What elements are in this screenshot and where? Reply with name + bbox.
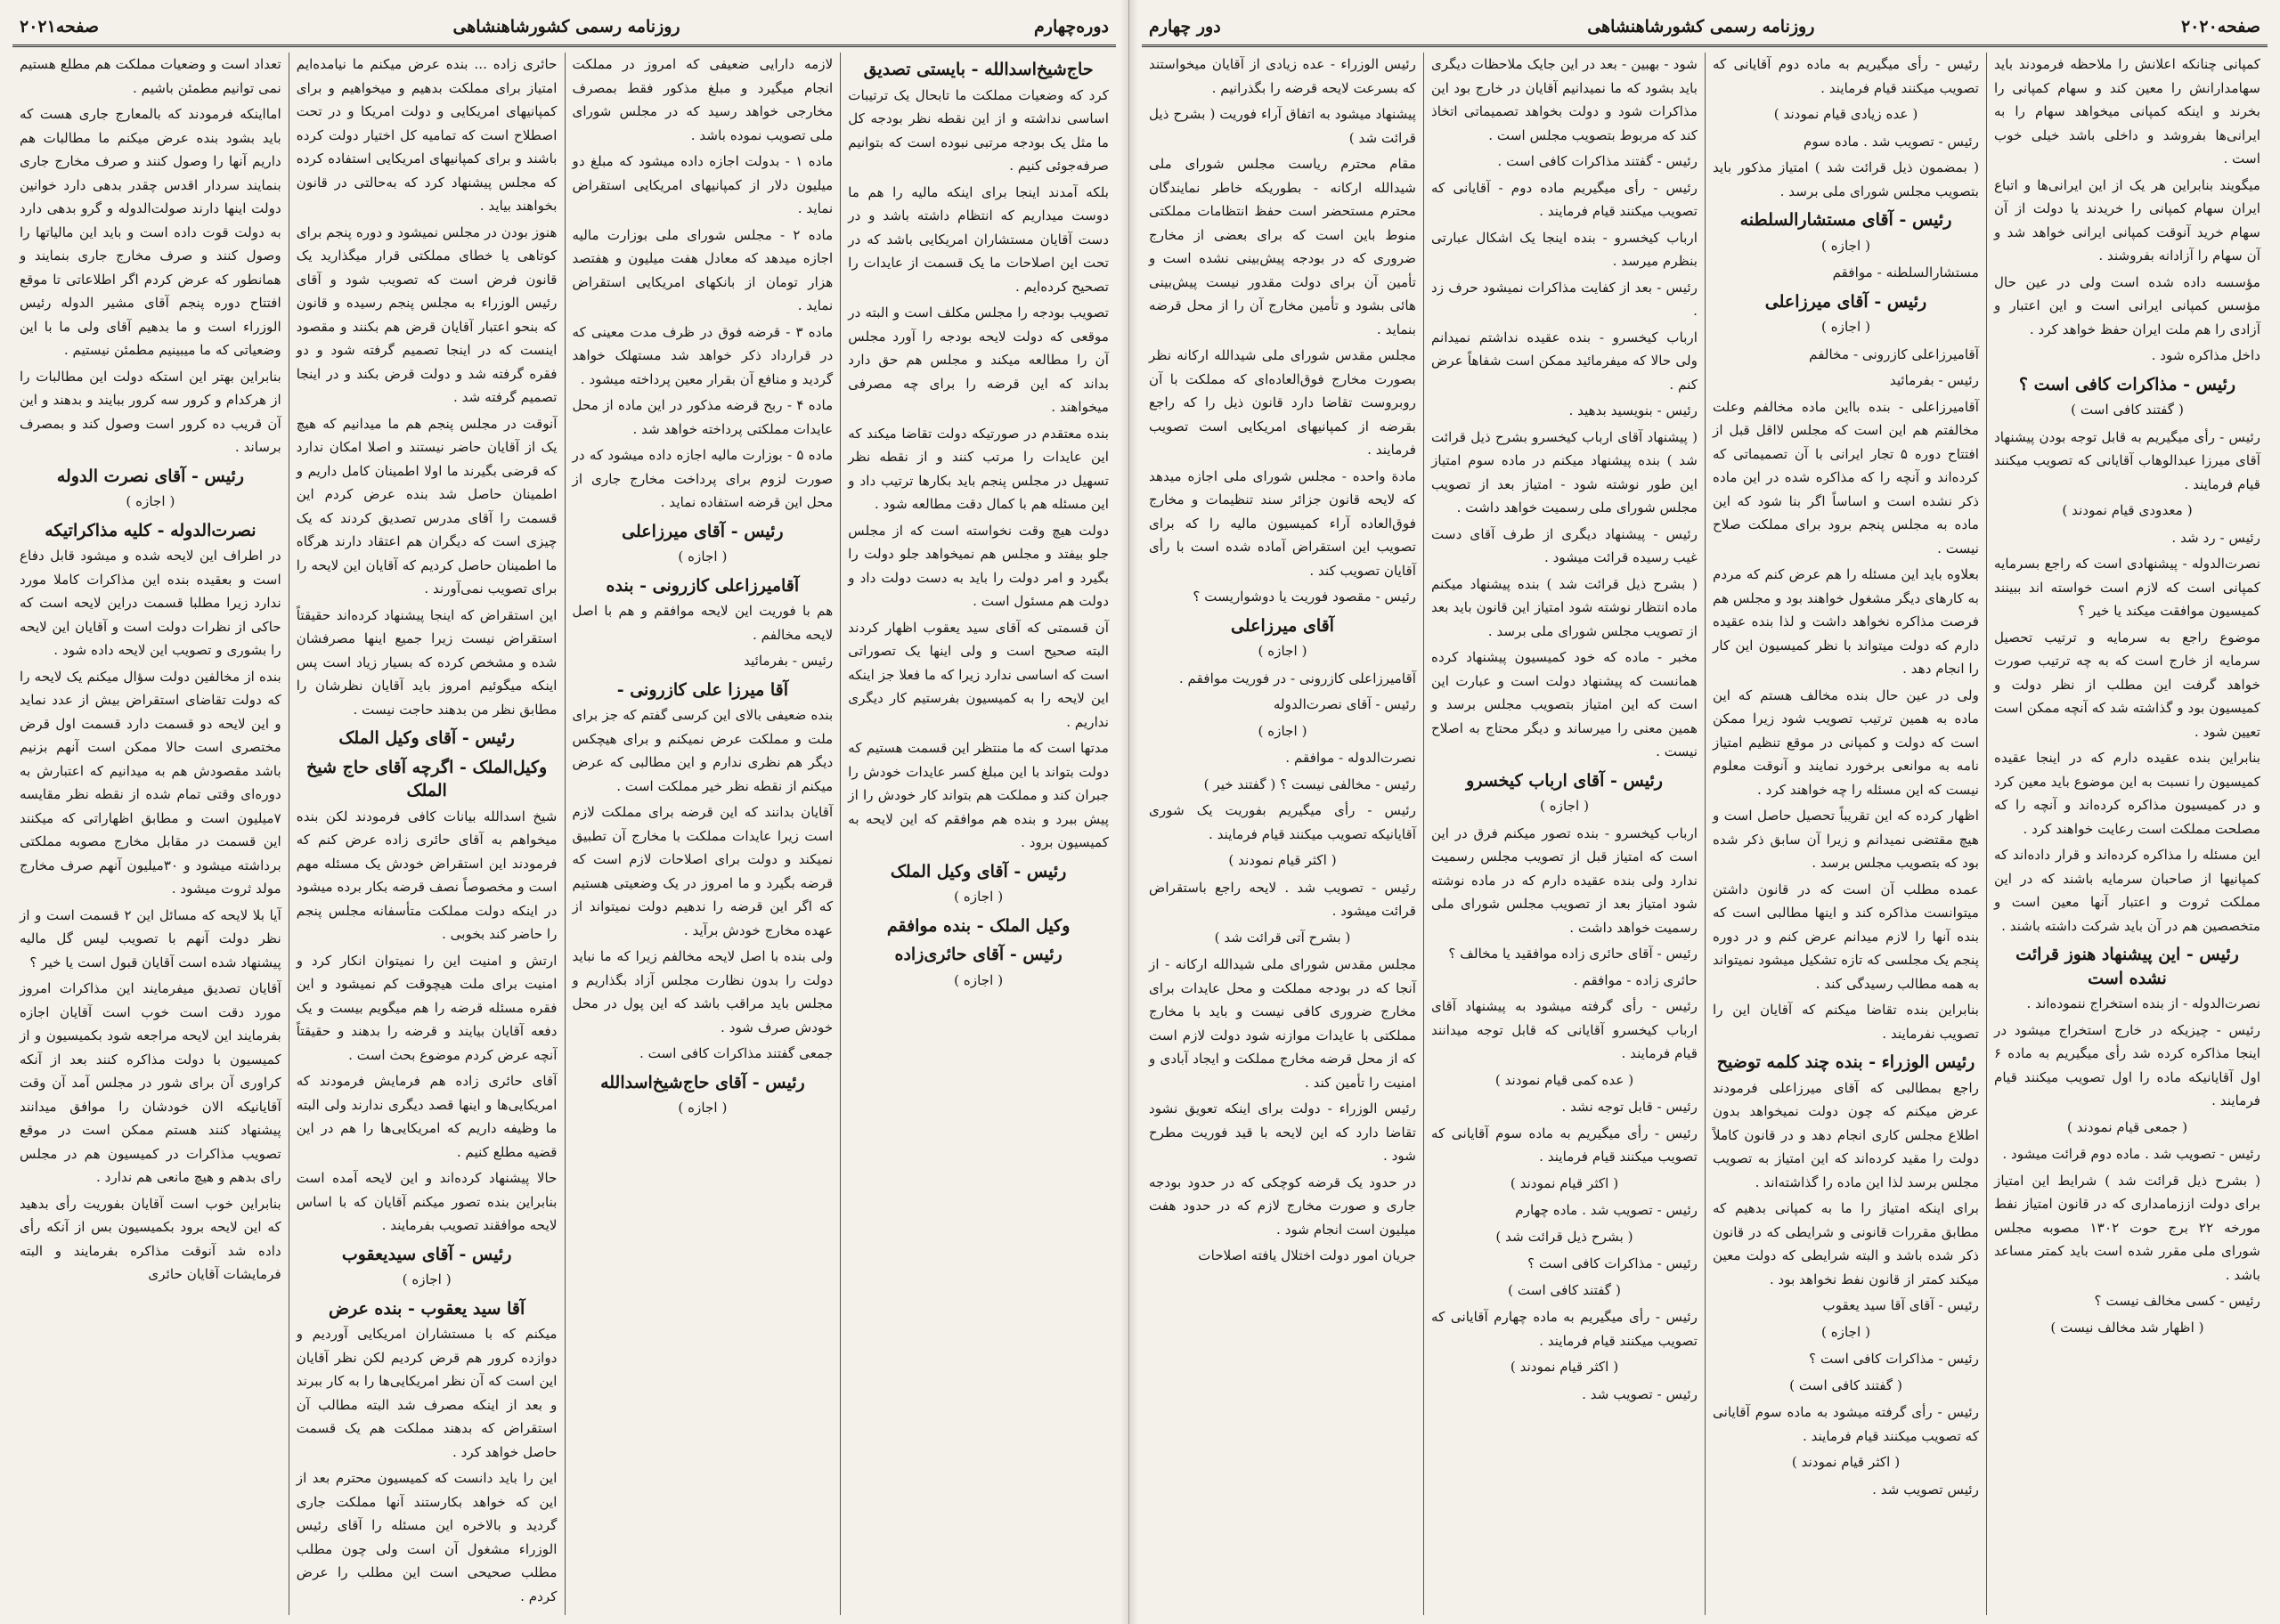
stage-note: ( اجازه )	[954, 971, 1004, 988]
speaker-heading: آقا سید یعقوب - بنده عرض	[329, 1298, 525, 1319]
paragraph: رئیس - تصویب شد . ماده چهارم	[1515, 1202, 1698, 1218]
speaker-heading: رئیس - آقای حائری‌زاده	[894, 945, 1063, 964]
paragraph: مدتها است که ما منتظر این قسمت هستیم که دولت بتواند با این مبلغ کسر عایدات خودش را جبران کند و مملکت هم بتواند کار خودش را از پیش ببرد و بنده هم موافقم که این لایحه به کمیسیون برود .	[848, 740, 1109, 850]
text-column	[840, 53, 1116, 1615]
paragraph: رئیس - کسی مخالف نیست ؟	[2094, 1293, 2260, 1309]
paragraph: نصرت‌الدوله - پیشنهادی است که راجع بسرمایه کمپانی است که لازم است خواسته اند ببینند کمیسیون موافقت میکند یا خیر ؟	[1994, 556, 2260, 619]
paragraph: رئیس - رأی میگیریم به ماده دوم آقایانی که تصویب میکنند قیام فرمایند .	[1713, 56, 1979, 96]
paragraph: ( بشرح ذیل قرائت شد ) بنده پیشنهاد میکنم ماده انتظار نوشته شود امتیاز این قانون باید بعد از تصویب مجلس شورای ملی برسد .	[1431, 575, 1698, 639]
speaker-heading: رئیس الوزراء - بنده چند کلمه توضیح	[1716, 1052, 1975, 1072]
paragraph: بنابراین بنده عقیده دارم که در اینجا عقیده کمیسیون را نسبت به این موضوع باید معین کرد و در کمیسیون مذاکره کرده‌اند و آنچه را که مصلحت مملکت است رعایت خواهند کرد .	[1994, 750, 2260, 837]
paragraph: آقامیرزاعلی کازرونی - مخالفم	[1809, 345, 1979, 362]
page-header	[1142, 9, 2268, 47]
paragraph: رئیس - آقای آقا سید یعقوب	[1822, 1297, 1979, 1313]
paragraph: رئیس - بعد از کفایت مذاکرات نمیشود حرف زد .	[1431, 279, 1698, 319]
text-column	[1142, 53, 1423, 1615]
stage-note: ( عده کمی قیام نمودند )	[1494, 1071, 1634, 1088]
page-2021	[0, 0, 1129, 1624]
paragraph: رئیس - مذاکرات کافی است ؟	[1527, 1255, 1698, 1271]
paragraph: رئیس - تصویب شد . لایحه راجع باستقراض قرائت میشود .	[1149, 879, 1416, 919]
speaker-heading: رئیس - آقای میرزاعلی	[622, 521, 784, 541]
speaker-heading: نصرت‌الدوله - کلیه مذاکراتیکه	[45, 520, 256, 540]
paragraph: این استقراض که اینجا پیشنهاد کرده‌اند حقیقتاً استقراض نیست زیرا جمیع اینها مصرفشان شده و مشخص کرده که بسیار زیاد است پس اینکه میگوئیم امروز باید آقایان نظرشان را مطابق نظر من بدهند حاجت نیست .	[296, 606, 558, 718]
paragraph: بعلاوه باید این مسئله را هم عرض کنم که مردم به کارهای دیگر مشغول خواهند بود و مجلس هم فرصت مذاکره نخواهد داشت و لذا بنده عقیده دارم که دولت میتواند با نظر کمیسیون این کار را انجام دهد .	[1713, 566, 1979, 677]
paragraph: ارباب کیخسرو - بنده عقیده نداشتم نمیدانم ولی حالا که میفرمائید ممکن است شفاهاً عرض کنم .	[1431, 329, 1698, 393]
paragraph: شیخ اسدالله بیانات کافی فرمودند لکن بنده میخواهم به آقای حائری زاده عرض کنم که فرمودند این استقراض خودش یک مسئله مهم است و مخصوصاً نصف قرضه بکار برده میشود در اینکه دولت مملکت متأسفانه مجلس پنجم را حاضر کند بخوبی .	[296, 808, 558, 942]
stage-note: ( گفتند کافی است )	[1508, 1281, 1621, 1298]
stage-note: ( اجازه )	[1258, 643, 1307, 659]
paragraph: آقایان بدانند که این قرضه برای مملکت لازم است زیرا عایدات مملکت با مخارج آن تطبیق نمیکند و دولت برای اصلاحات لازم است که قرضه بگیرد و ما امروز در یک وضعیتی هستیم که اگر این قرضه را ندهیم دولت نمیتواند از عهده مخارج خودش برآید .	[572, 804, 834, 938]
speaker-heading: رئیس - آقای نصرت الدوله	[56, 466, 244, 486]
paragraph: رئیس - تصویب شد . ماده دوم قرائت میشود .	[2002, 1146, 2260, 1162]
paragraph: هنوز بودن در مجلس نمیشود و دوره پنجم برای کوتاهی یا خطای مملکتی قرار میگذارید یک قانون فرض است که تصویب شود و آقای رئیس الوزراء به مجلس پنجم رسیده و قانون که بنحو اعتبار آقایان قرض هم بکنند و مقصود اینست که در اینجا تصمیم گرفته شود و دو فقره گرفته شد و دولت قرض بکند و در اینجا تصمیم گرفته شد .	[296, 223, 558, 405]
paragraph: تصویب بودجه را مجلس مکلف است و البته در موقعی که دولت لایحه بودجه را آورد مجلس آن را مطالعه میکند و مجلس هم حق دارد بداند که این قرضه را برای چه مصرفی میخواهند .	[848, 304, 1109, 415]
paragraph: هم با فوریت این لایحه موافقم و هم با اصل لایحه مخالفم .	[572, 603, 834, 643]
paragraph: مقام محترم ریاست مجلس شورای ملی شیدالله ارکانه - بطوریکه خاطر نمایندگان محترم مستحضر است حفظ انتظامات مملکتی منوط باین است که برای بعضی از مخارج ضروری که در بودجه پیش‌بینی نشده است و تأمین آن برای دولت مقدور نیست پیش‌بینی هائی بشود و تأمین مخارج آن را از محل قرضه بنماید .	[1149, 156, 1416, 337]
stage-note: ( اظهار شد مخالف نیست )	[2050, 1319, 2204, 1336]
stage-note: ( جمعی قیام نمودند )	[2066, 1118, 2187, 1135]
paragraph: ( بشرح ذیل قرائت شد ) شرایط این امتیاز برای دولت اززمامداری که در قانون امتیاز نفط مورخه ۲۲ برج حوت ۱۳۰۲ مصوبه مجلس شورای ملی مقرر شده است باید کمتر مساعد باشد .	[1994, 1172, 2260, 1283]
paragraph: رئیس - تصویب شد .	[1582, 1385, 1698, 1402]
paragraph: رئیس الوزراء - عده زیادی از آقایان میخواستند که بسرعت لایحه قرضه را بگذرانیم .	[1149, 56, 1416, 96]
speaker-heading: رئیس - آقای مستشارالسلطنه	[1739, 210, 1952, 230]
paragraph: ولی در عین حال بنده مخالف هستم که این ماده به همین ترتیب تصویب شود زیرا ممکن است که دولت و کمپانی در موقع تنظیم امتیاز نامه به موانعی برخورد نمایند و آنوقت معلوم نیست که این مسئله را چه خواهند کرد .	[1713, 686, 1979, 798]
paragraph: جریان امور دولت اختلال یافته اصلاحات	[1198, 1247, 1416, 1263]
paragraph: کرد که وضعیات مملکت ما تابحال یک ترتیبات اساسی نداشته و از این نقطه نظر بودجه کل ما مثل یک بودجه مرتبی نبوده است که بتوانیم صرفه‌جوئی کنیم .	[848, 86, 1109, 174]
stage-note: ( اجازه )	[1820, 319, 1871, 335]
paragraph: میکنم که با مستشاران امریکایی آوردیم و دوازده کرور هم قرض کردیم لکن نظر آقایان این است که آن نظر امریکایی‌ها را به کار ببرند و بعد از اینکه مصرف شد البته مطالب آن استقراض که بدهند مملکت هم یک قسمت حاصل خواهد کرد .	[296, 1326, 558, 1460]
paragraph: حالا پیشنهاد کرده‌اند و این لایحه آمده است بنابراین بنده تصور میکنم آقایان که با اساس لایحه موافقند تصویب بفرمایند .	[296, 1170, 558, 1233]
paragraph: ماده ۱ - بدولت اجازه داده میشود که مبلغ دو میلیون دلار از کمپانیهای امریکایی استقراض نماید .	[572, 153, 834, 216]
column-group	[1142, 53, 2268, 1615]
stage-note: ( اجازه )	[126, 493, 175, 509]
paragraph: این مسئله را مذاکره کرده‌اند و قرار داده‌اند که کمپانیها از صاحبان سرمایه باشند که در این مملکت ثروت و اعتبار آنها معین است و متخصصین هم در آن باید شرکت داشته باشند .	[1994, 847, 2260, 934]
stage-note: ( اکثر قیام نمودند )	[1510, 1174, 1619, 1191]
paragraph: آقایان تصدیق میفرمایند این مذاکرات امروز مورد دقت است خوب است آقایان اجازه بفرمایند این لایحه مراجعه شود بکمیسیون و از کمیسیون با دولت مذاکره کنند بعد از آنکه کراوری آن برای شور در مجلس آمد آن وقت آقایانیکه الان خودشان را موافق میدانند پیشنهاد کنند هستم ممکن است در موقع تصویب مذاکرات در کمیسیون هم در مجلس رای بدهم و هیچ مانعی هم ندارد .	[20, 980, 281, 1185]
header-page-number: صفحه۲۰۲۰	[2180, 17, 2260, 37]
stage-note: ( گفتند کافی است )	[1789, 1376, 1902, 1393]
stage-note: ( بشرح آتی قرائت شد )	[1214, 929, 1351, 946]
paragraph: رئیس - رأی گرفته میشود به پیشنهاد آقای ارباب کیخسرو آقایانی که قابل توجه میدانند قیام فرمایند .	[1431, 998, 1698, 1061]
paragraph: ارباب کیخسرو - بنده اینجا یک اشکال عبارتی بنظرم میرسد .	[1431, 229, 1698, 269]
text-column	[565, 53, 841, 1615]
paragraph: مستشارالسلطنه - موافقم	[1832, 264, 1979, 280]
paragraph: رئیس - رأی میگیریم به ماده چهارم آقایانی که تصویب میکنند قیام فرمایند .	[1431, 1309, 1698, 1349]
stage-note: ( اکثر قیام نمودند )	[1510, 1359, 1619, 1375]
paragraph: اظهار کرده که این تقریباً تحصیل حاصل است و هیچ مقتضی نمیدانم و زیرا آن سابق ذکر شده بود که بتصویب مجلس برسد .	[1713, 808, 1979, 871]
stage-note: ( اکثر قیام نمودند )	[1791, 1454, 1901, 1470]
stage-note: ( اجازه )	[678, 548, 728, 564]
stage-note: ( بشرح ذیل قرائت شد )	[1495, 1228, 1633, 1245]
paragraph: برای اینکه امتیاز را ما به کمپانی بدهیم که مطابق مقررات قانونی و شرایطی که در قانون ذکر شده باشد و البته شرایطی که دولت معین میکند کمتر از قانون نفط نخواهد بود .	[1713, 1200, 1979, 1287]
paragraph: رئیس - بنویسید بدهید .	[1568, 402, 1698, 418]
paragraph: رئیس - چیزیکه در خارج استخراج میشود در اینجا مذاکره کرده شد رأی میگیریم به ماده ۶ اول آقایانیکه ماده را اول تصویب میکنند قیام فرمایند .	[1994, 1021, 2260, 1108]
stage-note: ( معدودی قیام نمودند )	[2062, 502, 2193, 518]
paragraph: ارتش و امنیت این را نمیتوان انکار کرد و امنیت برای ملت هیچوقت کم نمیشود و این فقره مسئله قرضه را هم میگویم بیست و یک دفعه آقایان بیایند و قرضه را بدهند و حقیقتاً آنچه عرض کردم موضوع بحث است .	[296, 952, 558, 1063]
paragraph: رئیس - رد شد .	[2171, 529, 2260, 546]
page-header	[12, 9, 1116, 47]
speaker-heading: وکیل‌الملک - اگرچه آقای حاج شیخ الملک	[306, 757, 548, 800]
page-2020	[1129, 0, 2280, 1624]
speaker-heading: آقا میرزا علی کازرونی -	[616, 679, 789, 700]
paragraph: بلکه آمدند اینجا برای اینکه مالیه را هم ما دوست میداریم که انتظام داشته باشد و در دست آقایان مستشاران امریکایی باشد که در تحت این اصلاحات ما یک قسمت از عایدات را تصحیح کرده‌ایم .	[848, 183, 1109, 295]
paragraph: در اطراف این لایحه شده و میشود قابل دفاع است و بعقیده بنده این مذاکرات کاملا مورد ندارد زیرا مطلبا قسمت دراین لایحه است که حاکی از نظرات دولت است و آقایان این لایحه را بشوری و تصویب این لایحه داده شود .	[20, 548, 281, 658]
paragraph: بنده معتقدم در صورتیکه دولت تقاضا میکند که این عایدات را مرتب کنند و از نقطه نظر تسهیل در مجلس پنجم باید بکارها ترتیب داد و این مسئله هم با کمال دقت مطالعه شود .	[848, 425, 1109, 512]
stage-note: ( گفتند کافی است )	[2071, 402, 2184, 418]
paragraph: رئیس - مخالفی نیست ؟ ( گفتند خیر )	[1203, 775, 1416, 792]
paragraph: امااینکه فرمودند که بالمعارج جاری هست که باید بشود بنده عرض میکنم ما مطالبات هم داریم آنها را وصول کنند و صرف مخارج جاری بنمایند سردار اقدس چقدر بدهی دارد خوانین دولت اینها دارند صولت‌الدوله و گرو بدهی دارد به دولت قوت داده است و باید این مالیاتها را وصول کنند و صرف مخارج جاری بنمایند و همانطور که عرض کردم اگر اطلاعاتی تا موقع افتتاح دوره پنجم آقای مشیر الدوله رئیس الوزراء است و ما بدهیم آقای ولی ما با این وضعیاتی که ما میبینیم مطمئن نیستیم .	[20, 106, 281, 358]
paragraph: مادة واحده - مجلس شورای ملی اجازه میدهد که لایحه قانون جزائر سند تنظیمات و مخارج فوق‌العاده آراء کمیسیون مالیه را که برای تصویب این استقراض آماده شده است با رأی آقایان تصویب کند .	[1149, 467, 1416, 579]
paragraph: رئیس - رأی میگیریم به قابل توجه بودن پیشنهاد آقای میرزا عبدالوهاب آقایانی که تصویب میکنند قیام فرمایند .	[1994, 428, 2260, 492]
text-column	[1986, 53, 2268, 1615]
paragraph: ماده ۳ - قرضه فوق در ظرف مدت معینی که در قرارداد ذکر خواهد شد مستهلک خواهد گردید و منافع آن بقرار معین پرداخته میشود .	[572, 323, 834, 387]
paragraph: رئیس تصویب شد .	[1872, 1481, 1979, 1498]
header-page-number: صفحه۲۰۲۱	[20, 17, 100, 37]
paragraph: ماده ۵ - بوزارت مالیه اجازه داده میشود که در صورت لزوم برای پرداخت مخارج جاری از محل این قرضه استفاده نماید .	[572, 447, 834, 510]
paragraph: رئیس - قابل توجه نشد .	[1561, 1099, 1698, 1115]
paragraph: ماده ۲ - مجلس شورای ملی بوزارت مالیه اجازه میدهد که معادل هفت میلیون و هفتصد هزار تومان از بانکهای امریکایی استقراض نماید .	[572, 226, 834, 313]
paragraph: نصرت‌الدوله - موافقم .	[1285, 750, 1416, 766]
speaker-heading: وکیل الملک - بنده موافقم	[886, 915, 1071, 936]
paragraph: آیا بلا لایحه که مسائل این ۲ قسمت است و از نظر دولت آنهم با تصویب لیس گل مالیه پیشنهاد شده است آقایان قبول است یا خیر ؟	[20, 906, 281, 970]
paragraph: راجع بمطالبی که آقای میرزاعلی فرمودند عرض میکنم که چون دولت نمیخواهد بدون اطلاع مجلس کاری انجام دهد و در قانون کاملاً دولت را مقید کرده‌اند که این امتیاز به تصویب مجلس برسد لذا این ماده را گذاشته‌اند .	[1713, 1079, 1979, 1190]
paragraph: عمده مطلب آن است که در قانون داشتن میتوانست مذاکره کند و اینها مطالبی است که بنده آنها را لازم میدانم عرض کنم و در دوره پنجم یک مجلسی که تازه تشکیل میشود نمیتواند به همه مطالب رسیدگی کند .	[1713, 881, 1979, 992]
paragraph: مجلس مقدس شورای ملی شیدالله ارکانه - از آنجا که در بودجه مملکت و محل عایدات برای مخارج ضروری کافی نیست و باید با مخارج مملکتی با عایدات موازنه شود دولت لازم است که از محل قرضه مخارج مملکت و ایجاد آبادی و امنیت را تأمین کند .	[1149, 956, 1416, 1091]
paragraph: مخبر - ماده که خود کمیسیون پیشنهاد کرده همانست که پیشنهاد دولت است و عبارت این است که این امتیاز بتصویب مجلس برسد و همین معنی را میرساند و دیگر محتاج به اصلاح نیست .	[1431, 649, 1698, 759]
speaker-heading: رئیس - آقای سیدیعقوب	[341, 1244, 512, 1264]
speaker-heading: حاج‌شیخ‌اسدالله - بایستی تصدیق	[863, 60, 1094, 79]
paragraph: ارباب کیخسرو - بنده تصور میکنم فرق در این است که امتیاز قبل از تصویب مجلس رسمیت ندارد ولی بنده عقیده دارم که در ماده نوشته شود امتیاز بعد از تصویب مجلس شورای ملی رسمیت خواهد داشت .	[1431, 824, 1698, 936]
stage-note: ( اجازه )	[1820, 237, 1871, 254]
paragraph: مجلس مقدس شورای ملی شیدالله ارکانه نظر بصورت مخارج فوق‌العاده‌ای که مملکت با آن روبروست تقاضا دارد قانون ذیل را که راجع بقرضه از کمپانیهای امریکایی است تصویب فرمایند .	[1149, 347, 1416, 458]
paragraph: آنوقت در مجلس پنجم هم ما میدانیم که هیچ یک از آقایان حاضر نیستند و اصلا امکان ندارد که قرضی بگیرند ما اولا اطمینان کامل داریم و اطمینان حاصل شد بنده عرض کردم این قسمت را آقای مدرس تصدیق کردند که یک چیزی است که دیگران هم اعتقاد دارند هرگاه ما اطمینان حاصل کردیم که آقایان این لایحه را برای تصویب نمی‌آورند .	[296, 415, 558, 597]
paragraph: آقامیرزاعلی کازرونی - در فوریت موافقم .	[1178, 670, 1416, 686]
paragraph: تعداد است و وضعیات مملکت هم مطلع هستیم نمی توانیم مطمئن باشیم .	[20, 56, 281, 96]
paragraph: رئیس - بفرمائید	[744, 653, 834, 669]
paragraph: ( بمضمون ذیل قرائت شد ) امتیاز مذکور باید بتصویب مجلس شورای ملی برسد .	[1713, 159, 1979, 199]
paragraph: شود - بهبین - بعد در این جایک ملاحظات دیگری باید بشود که ما نمیدانیم آقایان در خارج بود این مذاکرات شود و دولت بخواهد تصمیماتی اتخاذ کند که مربوط بتصویب مجلس است .	[1431, 56, 1698, 143]
paragraph: رئیس - بفرمائید	[1889, 372, 1979, 388]
paragraph: رئیس - رأی گرفته میشود به ماده سوم آقایانی که تصویب میکنند قیام فرمایند .	[1713, 1404, 1979, 1444]
paragraph: جمعی گفتند مذاکرات کافی است .	[639, 1045, 834, 1061]
speaker-heading: رئیس - آقای حاج‌شیخ‌اسدالله	[600, 1072, 805, 1092]
speaker-heading: رئیس - آقای وکیل الملک	[338, 728, 515, 748]
paragraph: ولی بنده با اصل لایحه مخالفم زیرا که ما نباید دولت را بدون نظارت مجلس آزاد بگذاریم و مجلس باید مراقب باشد که این پول در محل خودش صرف شود .	[572, 948, 834, 1035]
paragraph: در حدود یک قرضه کوچکی که در حدود بودجه جاری و صورت مخارج لازم که در حدود هفت میلیون است انجام شود .	[1149, 1173, 1416, 1238]
paragraph: رئیس الوزراء - دولت برای اینکه تعویق نشود تقاضا دارد که این لایحه با قید فوریت مطرح شود .	[1149, 1100, 1416, 1164]
paragraph: حائری زاده - موافقم .	[1573, 971, 1698, 988]
paragraph: بنابراین بنده تقاضا میکنم که آقایان این را تصویب نفرمایند .	[1713, 1002, 1979, 1042]
paragraph: موضوع راجع به سرمایه و ترتیب تحصیل سرمایه از خارج است که به چه ترتیب صورت خواهد گرفت این مطلب از نظر دولت و کمیسیون بود و گذاشته شد که آنچه ممکن است تعیین شود .	[1994, 629, 2260, 740]
paragraph: رئیس - گفتند مذاکرات کافی است .	[1497, 153, 1698, 169]
header-title: روزنامه رسمی کشورشاهنشاهی	[1587, 17, 1815, 37]
paragraph: رئیس - پیشنهاد دیگری از طرف آقای دست غیب رسیده قرائت میشود .	[1431, 525, 1698, 565]
paragraph: رئیس - تصویب شد . ماده سوم	[1804, 133, 1979, 150]
header-period: دوره‌چهارم	[1034, 17, 1109, 37]
paragraph: حائری زاده ... بنده عرض میکنم ما نیامده‌ایم امتیاز برای مملکت بدهیم و میخواهیم و برای کمپانیهای امریکایی و دولت امریکا و در تحت اصطلاح است که تمامیه کل اختیار دولت کرده باشند و برای کمپانیهای امریکایی استفاده کرده که مجلس پیشنهاد کرد که به‌حالتی در قانون بخواهند بیاید .	[296, 56, 558, 214]
stage-note: ( اجازه )	[402, 1271, 452, 1287]
paragraph: لازمه دارایی ضعیفی که امروز در مملکت انجام میگیرد و مبلغ مذکور فقط بمصرف مخارجی خواهد رسید که در مجلس شورای ملی تصویب نموده باشد .	[572, 56, 834, 143]
column-group	[12, 53, 1116, 1615]
paragraph: رئیس - آقای نصرت‌الدوله	[1273, 696, 1416, 712]
paragraph: بنده از مخالفین دولت سؤال میکنم یک لایحه را که دولت تقاضای استقراض بیش از عدد نماید و این لایحه دو قسمت دارد قسمت اول قرض مختصری است حالا ممکن است آنهم بزنیم باشد مقصودش هم به میدانیم که اعتبارش به دوره‌ای وقتی تمام شده از نقطه نظر مقایسه ۷میلیون است و مطابق اظهاراتی که میکنند این قسمت در مقابل مخارج مصوبه مملکتی برداشته میشود و ۳۰میلیون آنهم صرف مخارج مولد ثروت میشود .	[20, 668, 281, 897]
stage-note: ( عده زیادی قیام نمودند )	[1773, 106, 1918, 122]
paragraph: بنده ضعیفی بالای این کرسی گفتم که جز برای ملت و مملکت عرض نمیکنم و برای هیچکس دیگر هم نظری ندارم و این مطالبی که عرض میکنم از نقطه نظر خیر مملکت است .	[572, 707, 834, 794]
header-title: روزنامه رسمی کشورشاهنشاهی	[452, 17, 680, 37]
speaker-heading: رئیس - مذاکرات کافی است ؟	[2018, 374, 2236, 394]
paragraph: داخل مذاکره شود .	[2151, 347, 2260, 363]
paragraph: پیشنهاد میشود به اتفاق آراء فوریت ( بشرح ذیل قرائت شد )	[1149, 106, 1416, 146]
paragraph: ماده ۴ - ربح قرضه مذکور در این ماده از محل عایدات مملکتی پرداخته خواهد شد .	[572, 397, 834, 437]
paragraph: رئیس - رأی میگیریم بفوریت یک شوری آقایانیکه تصویب میکنند قیام فرمایند .	[1149, 802, 1416, 842]
stage-note: ( اجازه )	[954, 889, 1004, 905]
speaker-heading: آقای میرزاعلی	[1231, 615, 1334, 636]
paragraph: کمپانی چنانکه اعلانش را ملاحظه فرمودند باید سهامدارانش را معین کند و سهام کمپانی را بخرند و اینکه کمپانی میخواهد سهام را به ایرانی‌ها بفروشد و داخلی باشد خیلی خوب است .	[1994, 56, 2260, 166]
paragraph: مؤسسه داده شده است ولی در عین حال مؤسس کمپانی ایرانی است و این اعتبار و آزادی را هم ملت ایران حفظ خواهد کرد .	[1994, 273, 2260, 337]
paragraph: آقای حائری زاده هم فرمایش فرمودند که امریکایی‌ها و اینها قصد دیگری ندارند ولی البته ما وظیفه داریم که امریکایی‌ها را هم در این قضیه مطلع کنیم .	[296, 1073, 558, 1160]
speaker-heading: رئیس - این پیشنهاد هنوز قرائت نشده است	[2015, 945, 2239, 988]
paragraph: آقامیرزاعلی - بنده بااین ماده مخالفم وعلت مخالفتم هم این است که مجلس لااقل قبل از افتتاح دوره ۵ تجار ایرانی با آن تصمیماتی که کرده‌اند و آنچه را که مذاکره شده در این ماده ذکر نشده است و اساساً اگر بنا شود که این ماده به مجلس پنجم برود برای مملکت صلاح نیست .	[1713, 398, 1980, 556]
paragraph: رئیس - رأی میگیریم ماده دوم - آقایانی که تصویب میکنند قیام فرمایند .	[1431, 179, 1698, 219]
paragraph: دولت هیچ وقت نخواسته است که از مجلس جلو بیفتد و مجلس هم نمیخواهد جلو دولت را بگیرد و امر دولت را باید به دست دولت داد و دولت هم مسئول است .	[848, 522, 1109, 609]
paragraph: رئیس - رأی میگیریم به ماده سوم آقایانی که تصویب میکنند قیام فرمایند .	[1431, 1125, 1698, 1165]
paragraph: رئیس - مقصود فوریت یا دوشواریست ؟	[1193, 589, 1416, 605]
speaker-heading: رئیس - آقای ارباب کیخسرو	[1466, 770, 1663, 791]
speaker-heading: رئیس - آقای میرزاعلی	[1764, 291, 1927, 312]
paragraph: رئیس - آقای حائری زاده موافقید یا مخالف ؟	[1448, 946, 1698, 962]
speaker-heading: آقامیرزاعلی کازرونی - بنده	[606, 575, 800, 596]
paragraph: نصرت‌الدوله - از بنده استخراج ننموده‌اند .	[2026, 995, 2260, 1011]
text-column	[1705, 53, 1986, 1615]
paragraph: بنابراین خوب است آقایان بفوریت رأی بدهید که این لایحه برود بکمیسیون بس از آنکه رأی داده شد آنوقت مذاکره بفرمایند و البته فرمایشات آقایان حائری	[20, 1195, 281, 1282]
text-column	[289, 53, 565, 1615]
stage-note: ( اجازه )	[1258, 722, 1307, 739]
speaker-heading: رئیس - آقای وکیل الملک	[890, 861, 1067, 881]
paragraph: رئیس - مذاکرات کافی است ؟	[1809, 1351, 1979, 1367]
stage-note: ( اجازه )	[1539, 798, 1590, 814]
header-period: دور چهارم	[1149, 17, 1221, 37]
text-column	[1423, 53, 1705, 1615]
text-column	[12, 53, 289, 1615]
stage-note: ( اجازه )	[678, 1100, 728, 1116]
paragraph: بنابراین بهتر این استکه دولت این مطالبات را از هرکدام و کرور سه کرور ببایند و بدهند و این آن قریب ده کرور است وصول کند و بمصرف برساند .	[20, 368, 281, 455]
paragraph: آن قسمتی که آقای سید یعقوب اظهار کردند البته صحیح است و ولی اینها یک تصوراتی است که اساسی ندارد زیرا که ما فعلا جز اینکه این لایحه را به کمیسیون بفرستیم کار دیگری نداریم .	[848, 619, 1109, 730]
stage-note: ( اکثر قیام نمودند )	[1228, 852, 1337, 868]
paragraph: میگویند بنابراین هر یک از این ایرانی‌ها و اتباع ایران سهام کمپانی را خریدند یا دولت از آن سهام خرید آنوقت کمپانی ایرانی خواهد شد و آن سهام را آزادانه بفروشند .	[1994, 176, 2260, 264]
paragraph: ( پیشنهاد آقای ارباب کیخسرو بشرح ذیل قرائت شد ) بنده پیشنهاد میکنم در ماده سوم امتیاز این طور نوشته شود - امتیاز بعد از تصویب مجلس شورای ملی رسمیت خواهد داشت .	[1431, 428, 1698, 516]
paragraph: این را باید دانست که کمیسیون محترم بعد از این که خواهد بکارستند آنها مملکت جاری گردید و بالاخره این مسئله را آقای رئیس الوزراء مشغول آن است ولی چون مطلب مطلب صحیحی است این مطلب را عرض کردم .	[296, 1470, 558, 1604]
stage-note: ( اجازه )	[1820, 1323, 1871, 1340]
